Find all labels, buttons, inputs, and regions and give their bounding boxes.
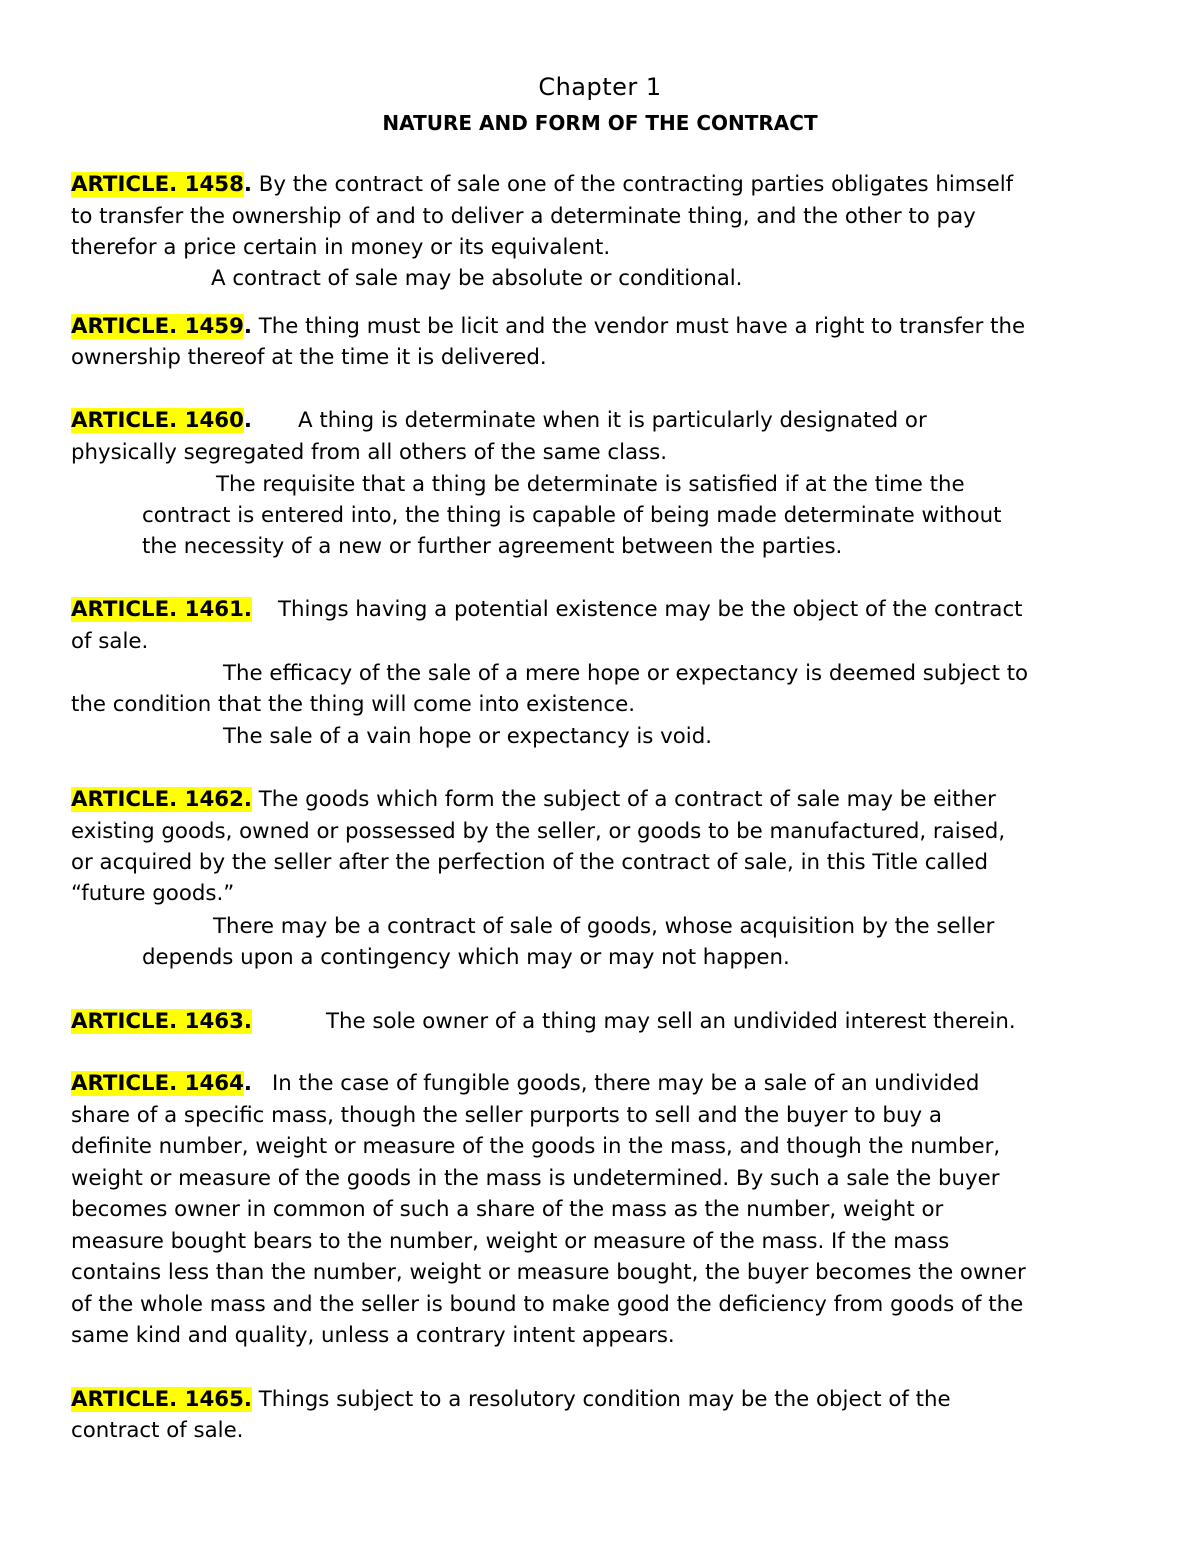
article-line: ownership thereof at the time it is delivered. — [71, 345, 547, 370]
article-line: to transfer the ownership of and to deliver a determinate thing, and the other to pay — [71, 204, 976, 229]
article-line: share of a specific mass, though the seller purports to sell and the buyer to buy a — [71, 1103, 942, 1128]
article-line: of sale. — [71, 629, 149, 654]
article-label: ARTICLE. 1462. — [71, 787, 252, 812]
article-line: contract is entered into, the thing is capable of being made determinate without — [142, 503, 1002, 528]
article-line: ARTICLE. 1459. The thing must be licit and the vendor must have a right to transfer the — [71, 314, 1026, 339]
article-line: A contract of sale may be absolute or conditional. — [211, 266, 743, 291]
article-label: ARTICLE. 1459 — [71, 314, 244, 339]
article-line: ARTICLE. 1461. Things having a potential existence may be the object of the contract — [71, 597, 1023, 622]
article-line: or acquired by the seller after the perfection of the contract of sale, in this Title called — [71, 850, 989, 875]
article-line: ARTICLE. 1458. By the contract of sale one of the contracting parties obligates himself — [71, 172, 1014, 197]
article-line: contains less than the number, weight or measure bought, the buyer becomes the owner — [71, 1260, 1026, 1285]
article-line: ARTICLE. 1463. The sole owner of a thing may sell an undivided interest therein. — [71, 1009, 1016, 1034]
chapter-subtitle: NATURE AND FORM OF THE CONTRACT — [382, 111, 818, 135]
chapter-title: Chapter 1 — [538, 73, 662, 101]
article-line: ARTICLE. 1464. In the case of fungible goods, there may be a sale of an undivided — [71, 1071, 980, 1096]
article-line: The efficacy of the sale of a mere hope or expectancy is deemed subject to — [223, 661, 1029, 686]
article-label: ARTICLE. 1465. — [71, 1387, 252, 1412]
article-line: becomes owner in common of such a share of the mass as the number, weight or — [71, 1197, 944, 1222]
article-line: contract of sale. — [71, 1418, 244, 1443]
article-line: “future goods.” — [71, 881, 235, 906]
article-line: of the whole mass and the seller is bound to make good the deficiency from goods of the — [71, 1292, 1024, 1317]
article-line: the condition that the thing will come into existence. — [71, 692, 635, 717]
article-line: ARTICLE. 1465. Things subject to a resolutory condition may be the object of the — [71, 1387, 951, 1412]
article-line: the necessity of a new or further agreement between the parties. — [142, 534, 843, 559]
article-line: existing goods, owned or possessed by the seller, or goods to be manufactured, raised, — [71, 819, 1006, 844]
article-label: ARTICLE. 1460 — [71, 408, 244, 433]
article-line: physically segregated from all others of the same class. — [71, 440, 668, 465]
article-label: ARTICLE. 1464 — [71, 1071, 244, 1096]
article-line: The sale of a vain hope or expectancy is void. — [223, 724, 713, 749]
article-line: depends upon a contingency which may or may not happen. — [142, 945, 790, 970]
article-line: There may be a contract of sale of goods, whose acquisition by the seller — [213, 914, 995, 939]
article-label: ARTICLE. 1463. — [71, 1009, 252, 1034]
article-line: therefor a price certain in money or its equivalent. — [71, 235, 611, 260]
article-label: ARTICLE. 1458 — [71, 172, 244, 197]
article-label: ARTICLE. 1461. — [71, 597, 252, 622]
article-line: definite number, weight or measure of the goods in the mass, and though the number, — [71, 1134, 1001, 1159]
article-line: ARTICLE. 1460. A thing is determinate when it is particularly designated or — [71, 408, 927, 433]
article-line: same kind and quality, unless a contrary intent appears. — [71, 1323, 675, 1348]
article-line: ARTICLE. 1462. The goods which form the subject of a contract of sale may be either — [71, 787, 996, 812]
article-line: measure bought bears to the number, weight or measure of the mass. If the mass — [71, 1229, 950, 1254]
article-line: weight or measure of the goods in the mass is undetermined. By such a sale the buyer — [71, 1166, 1000, 1191]
article-line: The requisite that a thing be determinate is satisfied if at the time the — [216, 472, 965, 497]
